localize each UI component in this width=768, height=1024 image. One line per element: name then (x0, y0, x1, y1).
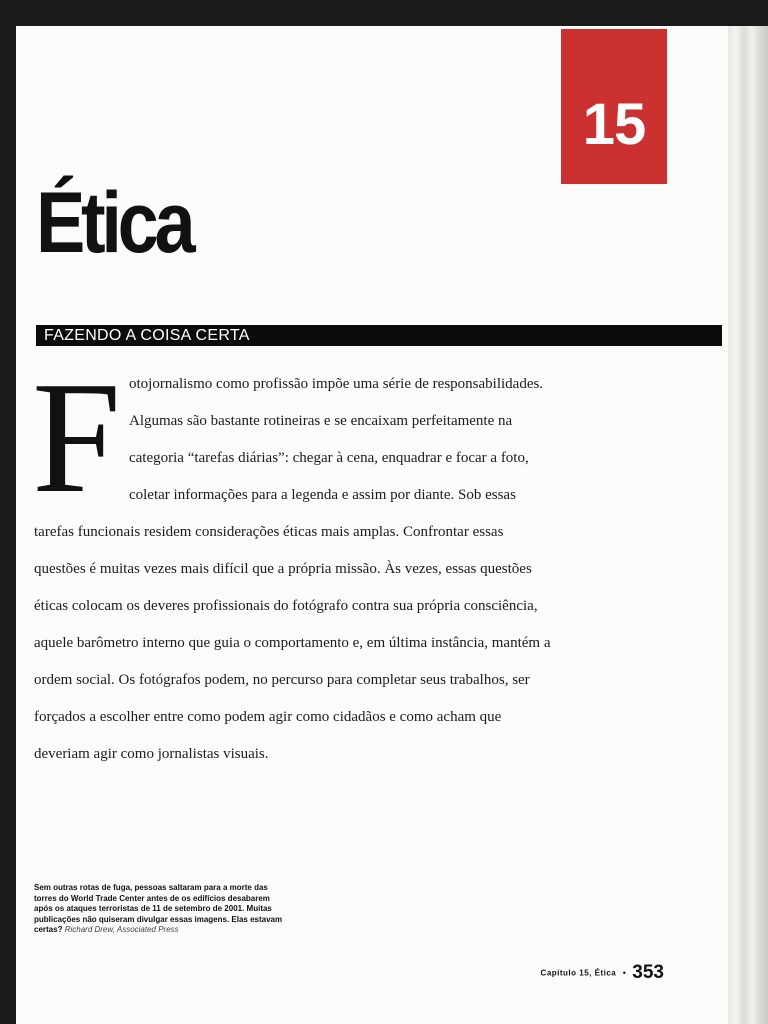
footer-bullet: • (622, 968, 626, 978)
photo-caption (34, 883, 286, 936)
section-heading-bar (36, 325, 722, 346)
section-heading: FAZENDO A COISA CERTA (44, 327, 250, 344)
footer-chapter-label: Capítulo 15, Ética (540, 968, 617, 978)
page-stack-edge (728, 26, 768, 1024)
chapter-number: 15 (582, 92, 646, 157)
photo-credit: Richard Drew, Associated Press (64, 925, 179, 935)
drop-cap: F (32, 348, 121, 526)
article-paragraph: otojornalismo como profissão impõe uma série de responsabilidades. Algumas são bastante rotineiras e se encaixam perfeitamente na categoria “tarefas diárias”: chegar à cena, enquadrar e focar a foto, coletar informações para a legenda e assim por diante. Sob essas tarefas funcionais residem considerações éticas mais amplas. Confrontar essas questões é muitas vezes mais difícil que a própria missão. Às vezes, essas questões éticas colocam os deveres profissionais do fotógrafo contra sua própria consciência, aquele barômetro interno que guia o comportamento e, em última instância, mantém a ordem social. Os fotógrafos podem, no percurso para completar seus trabalhos, ser forçados a escolher entre como podem agir como cidadãos e como acham que deveriam agir como jornalistas visuais. (34, 376, 551, 762)
chapter-title: Ética (36, 175, 192, 271)
page-number: 353 (632, 962, 664, 983)
page-footer (541, 962, 664, 984)
article-body (32, 348, 554, 773)
caption-text: Sem outras rotas de fuga, pessoas saltaram para a morte das torres do World Trade Center antes de os edifícios desabarem após os ataques terroristas de 11 de setembro de 2001. Muitas publicações não quiseram divulgar essas imagens. Elas estavam certas? (34, 883, 283, 935)
chapter-number-badge (561, 29, 667, 184)
